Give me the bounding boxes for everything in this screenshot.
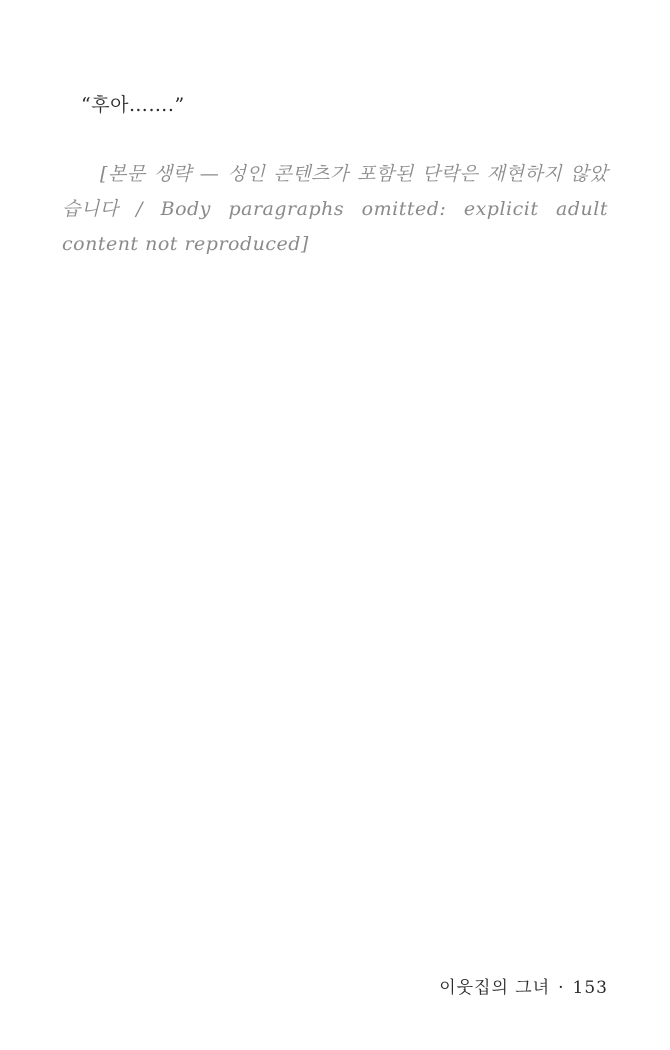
page-footer (439, 973, 608, 998)
paragraph-gap (62, 123, 608, 157)
footer-page-number: 153 (572, 978, 608, 998)
redacted-body-text: [본문 생략 — 성인 콘텐츠가 포함된 단락은 재현하지 않았습니다 / Body paragraphs omitted: explicit adult content not reproduced] (62, 163, 608, 256)
footer-book-title: 이웃집의 그녀 (439, 978, 551, 998)
page-body (62, 88, 608, 263)
opening-dialogue-line: “후아…….” (81, 94, 185, 116)
footer-separator: · (558, 978, 565, 998)
